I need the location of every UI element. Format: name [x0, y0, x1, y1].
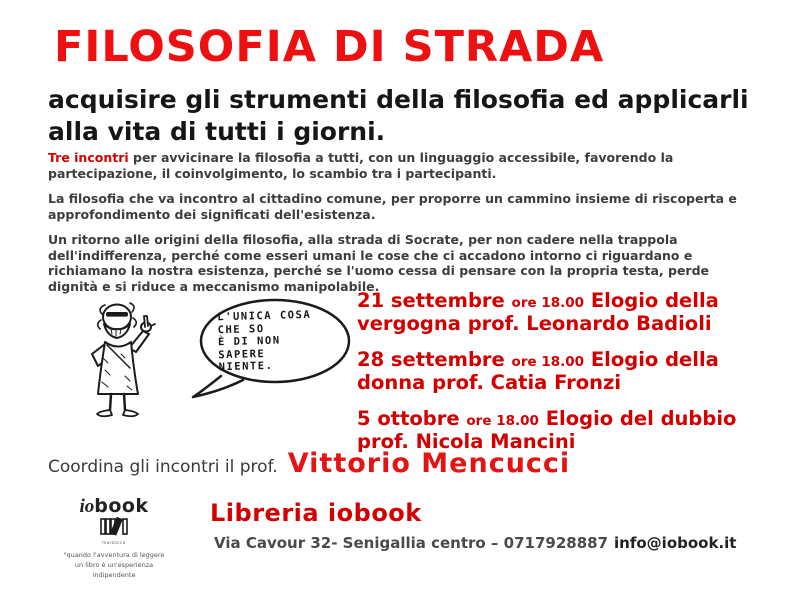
- event-time: ore 18.00: [511, 295, 585, 311]
- coordinator-name: Vittorio Mencucci: [287, 448, 571, 479]
- logo-tagline: "quando l'avventura di leggere un libro è un'esperienza indipendente: [63, 551, 165, 580]
- intro-paragraph-3: Un ritorno alle origini della filosofia, alla strada di Socrate, per non cadere nella trappola dell'indifferenza, perché come esseri umani le cose che ci accadono intorno ci riguardano e richiamano la nostra esistenza, perché se l'uomo cessa di pensare con la propria testa, perde dignità e si riduce a meccanismo manipolabile.: [48, 232, 710, 294]
- logo-io-text: io: [79, 496, 95, 517]
- event-item-2: [357, 348, 749, 395]
- logo-book-text: book: [94, 495, 149, 517]
- bubble-line: È DI NON: [217, 334, 281, 349]
- intro-lead: Tre incontri: [48, 150, 129, 165]
- intro-paragraph-1: [48, 150, 756, 181]
- store-name: Libreria iobook: [210, 499, 422, 527]
- event-date: 21 settembre: [357, 289, 505, 312]
- store-email: info@iobook.it: [614, 534, 737, 552]
- iobook-logo: [50, 497, 178, 580]
- bubble-line: L'UNICA COSA: [217, 308, 312, 324]
- event-date: 5 ottobre: [357, 406, 460, 430]
- store-address-line: [214, 534, 736, 552]
- page-title: FILOSOFIA DI STRADA: [54, 22, 605, 72]
- event-time: ore 18.00: [511, 353, 585, 370]
- books-icon: [50, 517, 178, 541]
- event-item-1: [357, 289, 749, 336]
- iobook-logo-wordmark: [50, 497, 178, 516]
- coordinator-label: Coordina gli incontri il prof.: [48, 457, 278, 477]
- event-title: Elogio del dubbio prof. Nicola Mancini: [357, 406, 737, 453]
- event-title: Elogio della vergogna prof. Leonardo Badioli: [357, 289, 719, 336]
- intro-lead-rest: per avvicinare la filosofia a tutti, con un linguaggio accessibile, favorendo la partecipazione, il coinvolgimento, lo scambio tra i partecipanti.: [48, 150, 674, 181]
- speech-bubble-text: [217, 309, 312, 374]
- bubble-line: CHE SO: [217, 322, 265, 336]
- intro-paragraph-2: La filosofia che va incontro al cittadino comune, per proporre un cammino insieme di riscoperta e approfondimento dei significati dell'esistenza.: [48, 191, 737, 222]
- subtitle: acquisire gli strumenti della filosofia ed applicarli alla vita di tutti i giorni.: [48, 85, 749, 146]
- event-date: 28 settembre: [357, 347, 505, 371]
- coordinator-line: [48, 448, 570, 479]
- event-item-3: [357, 407, 749, 454]
- socrates-cartoon: [85, 296, 357, 428]
- logo-sublabel: marzocca: [102, 540, 126, 545]
- bubble-line: SAPERE: [218, 347, 266, 361]
- event-time: ore 18.00: [466, 412, 539, 429]
- store-address: Via Cavour 32- Senigallia centro – 0717928887: [214, 534, 609, 552]
- event-title: Elogio della donna prof. Catia Fronzi: [357, 347, 719, 395]
- intro-text: [48, 150, 756, 304]
- event-list: [357, 289, 749, 465]
- bubble-line: NIENTE.: [218, 359, 274, 374]
